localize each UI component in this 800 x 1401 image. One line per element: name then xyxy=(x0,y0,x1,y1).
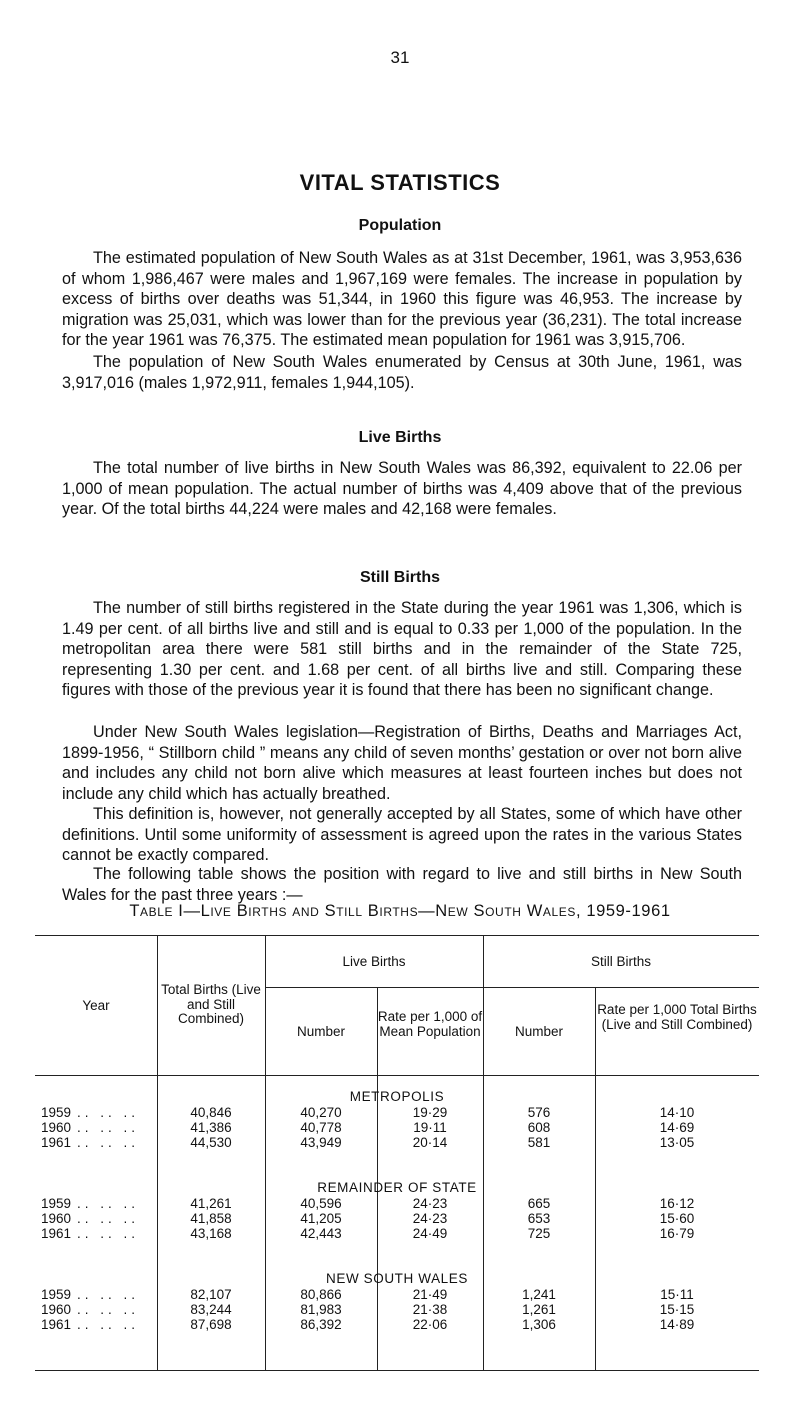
cell-live-number: 40,596 xyxy=(300,1196,342,1211)
cell-total: 82,107 xyxy=(190,1287,232,1302)
cell-live-rate: 19·11 xyxy=(413,1120,447,1135)
cell-still-number: 725 xyxy=(527,1226,551,1241)
cell-still-rate: 16·79 xyxy=(659,1226,695,1241)
page-number: 31 xyxy=(390,48,410,67)
header-live-number: Number xyxy=(296,1024,345,1039)
page-title: VITAL STATISTICS xyxy=(299,170,501,195)
header-still-births: Still Births xyxy=(590,954,651,969)
still-births-paragraph-3: This definition is, however, not generally accepted by all States, some of which have other definitions. Until some uniformity of assessment is agreed upon the rates in the various States cannot be exactly compared. xyxy=(62,805,742,864)
cell-still-number: 581 xyxy=(527,1135,551,1150)
cell-live-rate: 20·14 xyxy=(412,1135,448,1150)
table-row-year: 1960 .. .. .. xyxy=(41,1302,140,1317)
cell-still-rate: 15·15 xyxy=(659,1302,695,1317)
cell-total: 41,261 xyxy=(190,1196,232,1211)
cell-live-number: 80,866 xyxy=(300,1287,342,1302)
cell-still-number: 653 xyxy=(527,1211,551,1226)
population-heading: Population xyxy=(358,217,442,234)
cell-still-rate: 14·89 xyxy=(659,1317,695,1332)
header-still-number: Number xyxy=(514,1024,563,1039)
table-row-year: 1959 .. .. .. xyxy=(41,1105,140,1120)
cell-live-rate: 24·23 xyxy=(412,1211,448,1226)
cell-still-number: 608 xyxy=(527,1120,551,1135)
header-still-rate: Rate per 1,000 Total Births (Live and Still Combined) xyxy=(597,1002,757,1032)
table-row-year: 1960 .. .. .. xyxy=(41,1120,140,1135)
cell-live-rate: 21·38 xyxy=(412,1302,448,1317)
cell-live-rate: 24·49 xyxy=(412,1226,448,1241)
cell-live-number: 43,949 xyxy=(300,1135,342,1150)
cell-total: 44,530 xyxy=(190,1135,232,1150)
header-live-rate: Rate per 1,000 of Mean Population xyxy=(377,1009,483,1039)
group-title-nsw: NEW SOUTH WALES xyxy=(325,1271,468,1286)
cell-live-number: 42,443 xyxy=(300,1226,342,1241)
cell-total: 43,168 xyxy=(190,1226,232,1241)
cell-still-number: 665 xyxy=(527,1196,551,1211)
table-row-year: 1960 .. .. .. xyxy=(41,1211,140,1226)
cell-still-rate: 14·10 xyxy=(659,1105,695,1120)
cell-still-rate: 14·69 xyxy=(659,1120,695,1135)
group-title-remainder: REMAINDER OF STATE xyxy=(317,1180,477,1195)
header-total-births: Total Births (Live and Still Combined) xyxy=(161,982,261,1026)
group-title-metropolis: METROPOLIS xyxy=(349,1089,445,1104)
cell-total: 40,846 xyxy=(190,1105,232,1120)
cell-total: 41,386 xyxy=(190,1120,232,1135)
cell-live-rate: 19·29 xyxy=(412,1105,448,1120)
still-births-paragraph-1: The number of still births registered in the State during the year 1961 was 1,306, which is 1.49 per cent. of all births live and still and is equal to 0.33 per 1,000 of the population. In the metropolitan area there were 581 still births and in the remainder of the State 725, representing 1.30 per cent. and 1.68 per cent. of all births live and still. Comparing these figures with those of the previous year it is found that there has been no significant change. xyxy=(62,599,742,699)
cell-live-rate: 22·06 xyxy=(412,1317,448,1332)
cell-still-rate: 15·60 xyxy=(659,1211,695,1226)
table-row-year: 1961 .. .. .. xyxy=(41,1317,140,1332)
cell-live-number: 41,205 xyxy=(300,1211,342,1226)
cell-live-number: 40,270 xyxy=(300,1105,342,1120)
cell-still-number: 1,306 xyxy=(522,1317,556,1332)
still-births-paragraph-4: The following table shows the position with regard to live and still births in New South Wales for the past three years :— xyxy=(62,865,742,904)
cell-live-number: 40,778 xyxy=(300,1120,342,1135)
cell-live-rate: 21·49 xyxy=(412,1287,448,1302)
cell-still-number: 576 xyxy=(527,1105,551,1120)
table-caption: Table I—Live Births and Still Births—New South Wales, 1959-1961 xyxy=(129,902,671,920)
header-live-births: Live Births xyxy=(342,954,406,969)
table-group-rule xyxy=(265,987,759,988)
cell-live-number: 81,983 xyxy=(300,1302,342,1317)
cell-live-number: 86,392 xyxy=(300,1317,342,1332)
live-births-heading: Live Births xyxy=(358,429,442,446)
cell-total: 87,698 xyxy=(190,1317,232,1332)
births-table xyxy=(35,935,759,1375)
cell-still-rate: 15·11 xyxy=(660,1287,694,1302)
cell-live-rate: 24·23 xyxy=(412,1196,448,1211)
table-header-rule xyxy=(35,1075,759,1076)
table-row-year: 1959 .. .. .. xyxy=(41,1287,140,1302)
live-births-paragraph: The total number of live births in New South Wales was 86,392, equivalent to 22.06 per 1,000 of mean population. The actual number of births was 4,409 above that of the previous year. Of the total births 44,224 were males and 42,168 were females. xyxy=(62,459,742,518)
cell-still-rate: 13·05 xyxy=(659,1135,695,1150)
cell-total: 41,858 xyxy=(190,1211,232,1226)
table-bottom-rule xyxy=(35,1370,759,1371)
cell-still-number: 1,261 xyxy=(522,1302,556,1317)
table-row-year: 1959 .. .. .. xyxy=(41,1196,140,1211)
still-births-paragraph-2: Under New South Wales legislation—Registration of Births, Deaths and Marriages Act, 1899-1956, “ Stillborn child ” means any child of seven months’ gestation or over not born alive and includes any child not born alive which measures at least fourteen inches but does not include any child which has actually breathed. xyxy=(62,723,742,803)
still-births-heading: Still Births xyxy=(359,569,440,586)
cell-total: 83,244 xyxy=(190,1302,232,1317)
table-top-rule xyxy=(35,935,759,936)
cell-still-number: 1,241 xyxy=(522,1287,556,1302)
table-row-year: 1961 .. .. .. xyxy=(41,1135,140,1150)
population-paragraph-2: The population of New South Wales enumerated by Census at 30th June, 1961, was 3,917,016 (males 1,972,911, females 1,944,105). xyxy=(62,353,742,392)
cell-still-rate: 16·12 xyxy=(659,1196,695,1211)
population-paragraph-1: The estimated population of New South Wales as at 31st December, 1961, was 3,953,636 of whom 1,986,467 were males and 1,967,169 were females. The increase in population by excess of births over deaths was 51,344, in 1960 this figure was 46,953. The increase by migration was 25,031, which was lower than for the previous year (36,231). The total increase for the year 1961 was 76,375. The estimated mean population for 1961 was 3,915,706. xyxy=(62,249,742,349)
table-row-year: 1961 .. .. .. xyxy=(41,1226,140,1241)
header-year: Year xyxy=(82,998,110,1013)
